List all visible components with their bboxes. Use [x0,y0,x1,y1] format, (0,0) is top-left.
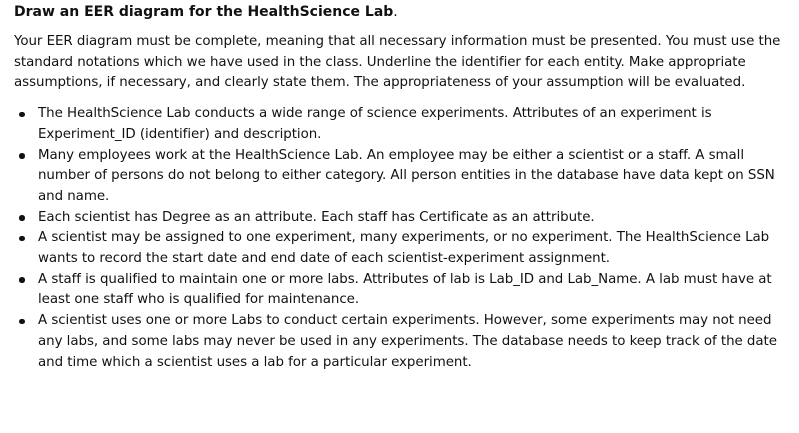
bullet-dot-icon [19,112,25,118]
list-item [14,208,785,229]
list-item [14,104,785,145]
list-item [14,311,785,373]
requirements-list [14,104,785,373]
list-item-text: A scientist uses one or more Labs to conduct certain experiments. However, some experiments may not need any labs, and some labs may never be used in any experiments. The database needs to keep track of the date and time which a scientist uses a lab for a particular experiment. [38,313,777,370]
question-title [14,2,785,22]
list-item-text: A scientist may be assigned to one experiment, many experiments, or no experiment. The HealthScience Lab wants to record the start date and end date of each scientist-experiment assignment. [38,230,770,267]
bullet-dot-icon [19,215,25,221]
question-title-text: Draw an EER diagram for the HealthScience Lab [14,4,394,20]
instructions-paragraph: Your EER diagram must be complete, meaning that all necessary information must be presented. You must use the standard notations which we have used in the class. Underline the identifier for each entity. Make appropriate assumptions, if necessary, and clearly state them. The appropriateness of your assumption will be evaluated. [14,34,781,91]
list-item-text: The HealthScience Lab conducts a wide range of science experiments. Attributes of an experiment is Experiment_ID (identifier) and description. [38,106,712,142]
list-item-text: Each scientist has Degree as an attribute. Each staff has Certificate as an attribute. [38,209,595,225]
question-title-period: . [393,4,398,20]
list-item [14,146,785,208]
bullet-dot-icon [19,319,25,325]
bullet-dot-icon [19,236,25,242]
bullet-dot-icon [19,277,25,283]
list-item-text: Many employees work at the HealthScience Lab. An employee may be either a scientist or a staff. A small number of persons do not belong to either category. All person entities in the database have data kept on SSN and name. [38,147,775,204]
list-item [14,270,785,311]
bullet-dot-icon [19,153,25,159]
list-item-text: A staff is qualified to maintain one or more labs. Attributes of lab is Lab_ID and Lab_Name. A lab must have at least one staff who is qualified for maintenance. [38,271,772,308]
list-item [14,228,785,269]
